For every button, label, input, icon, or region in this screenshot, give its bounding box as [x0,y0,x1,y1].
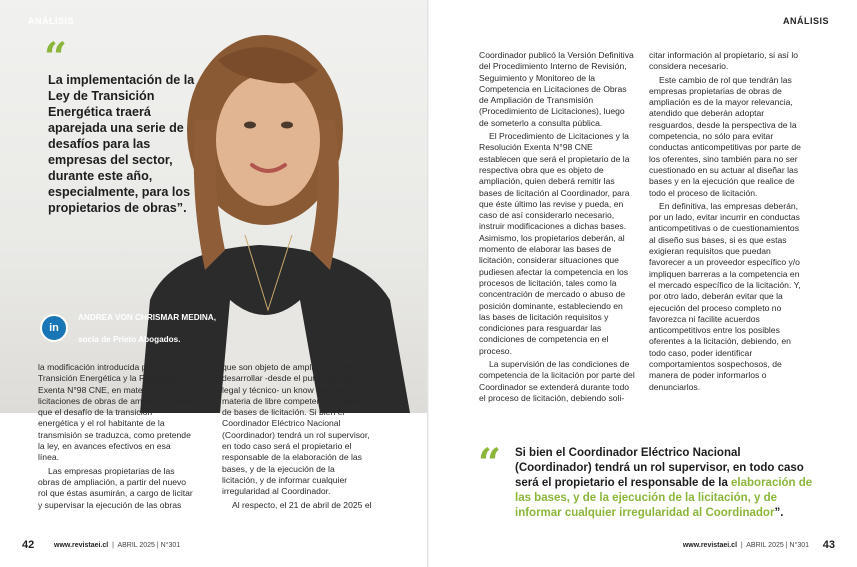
pull-quote-2-highlight: elaboración de las bases, y de la ejecución de la licitación, y de informar cualquier irregularidad al Coordinador [515,477,813,519]
paragraph: citar información al propietario, si así lo considera necesario. [649,50,799,72]
footer-issue: ABRIL 2025 | N°301 [117,542,181,549]
text-column-left-1 [38,362,194,513]
paragraph: La supervisión de las condiciones de competencia de la licitación por parte del Coordinador se extenderá durante todo el proceso de licitación, debiendo soli- [479,359,635,403]
author-name: ANDREA VON CHRISMAR MEDINA, [78,313,216,322]
paragraph: Este cambio de rol que tendrán las empresas propietarias de obras de ampliación es de la mayor relevancia, atendido que deberán adoptar resguardos, desde la perspectiva de la competencia, no sólo para evitar conductas anticompetitivas por parte de los oferentes, sino también para no ser cuestionado en su actuar al diseñar las bases y en la ejecución que realice de todo el proceso de licitación. [649,74,801,198]
quote-mark-icon: “ [478,440,502,487]
page-number-left: 42 [22,539,35,551]
paragraph: Al respecto, el 21 de abril de 2025 el [232,499,372,510]
page-number-right: 43 [822,539,835,551]
section-label: ANÁLISIS [782,16,829,26]
footer-left: www.revistaei.cl | ABRIL 2025 | N°301 [54,542,181,549]
left-page [0,0,428,567]
footer-site: www.revistaei.cl [682,542,738,549]
paragraph: El Procedimiento de Licitaciones y la Resolución Exenta N°98 CNE establecen que será el propietario de la respectiva obra que es objeto de ampliación, quien deberá remitir las bases de licitación al Coordinador, para que éste último las revise y pueda, en caso de así considerarlo necesario, instruir modificaciones a dichas bases. Asimismo, los propietarios deberán, al momento de elaborar las bases de licitación, considerar situaciones que pudiesen afectar la competencia en los procesos de licitación, tales como la concentración de mercado o abuso de posición dominante, estableciendo en las bases de licitación requisitos y condiciones para resguardar las condiciones de competencia en el proceso. [479,131,630,356]
section-label: ANÁLISIS [28,16,75,26]
pull-quote: La implementación de la Ley de Transición Energética traerá aparejada una serie de desafíos para las empresas del sector, durante este año, especialmente, para los propietarios de obras”. [48,73,195,215]
pull-quote-2-end: ”. [774,507,784,519]
text-column-right-1 [479,50,636,406]
pull-quote-2 [515,446,815,521]
paragraph: Las empresas propietarias de las obras de ampliación, a partir del nuevo rol que éstas asumirán, a cargo de licitar y supervisar la ejecución de las obras [38,465,193,510]
paragraph: Coordinador publicó la Versión Definitiva del Procedimiento Interno de Revisión, Seguimiento y Monitoreo de la Competencia en Licitaciones de Obras de Ampliación de Transmisión (Procedimiento de Licitaciones), luego de someterlo a consulta pública. [479,50,634,128]
text-column-right-2 [649,50,807,395]
paragraph: la modificación introducida por la Ley de Transición Energética y la Resolución Exenta N°98 CNE, en materia de licitaciones de obras de ampliación, para que el desafío de la transición energética y el rol habitante de la transmisión se traduzca, como pretende la ley, en avances efectivos en esa línea. [38,362,194,463]
linkedin-icon[interactable]: in [40,314,68,342]
paragraph: En definitiva, las empresas deberán, por un lado, evitar incurrir en conductas anticompetitivas o de cuestionamientos al diseño sus bases, si es que estas exigieran requisitos que puedan favorecer a un proveedor específico y/o impliquen barreras a la competencia en el mercado específico de la licitación. Y, por otro lado, deberán evitar que la ejecución del proceso completo no favorezca ni facilite acuerdos anticompetitivos entre los posibles oferentes a la licitación, debiendo, en todo caso, poder identificar comportamientos sospechosos, de manera de poder informarlos o denunciarlos. [649,200,801,392]
pull-quote-2-text: Si bien el Coordinador Eléctrico Nacional (Coordinador) tendrá un rol supervisor, en todo caso será el propietario el responsable de la [515,447,804,489]
right-page [429,0,857,567]
text-column-left-2 [222,362,372,513]
footer-site: www.revistaei.cl [54,542,109,549]
footer-issue: ABRIL 2025 | N°301 [746,542,809,549]
paragraph: que son objeto de ampliación, deberán desarrollar -desde el punto de vista legal y técnico- un know how en materia de libre competencia y diseño de bases de licitación. Si bien el Coordinador Eléctrico Nacional (Coordinador) tendrá un rol supervisor, en todo caso será el propietario el responsable de la elaboración de las bases, y de la ejecución de la licitación, y de informar cualquier irregularidad al Coordinador. [222,362,371,497]
footer-right: www.revistaei.cl | ABRIL 2025 | N°301 [682,542,809,549]
quote-mark-icon: “ [44,34,68,81]
author-role: socia de Prieto Abogados. [78,335,181,344]
